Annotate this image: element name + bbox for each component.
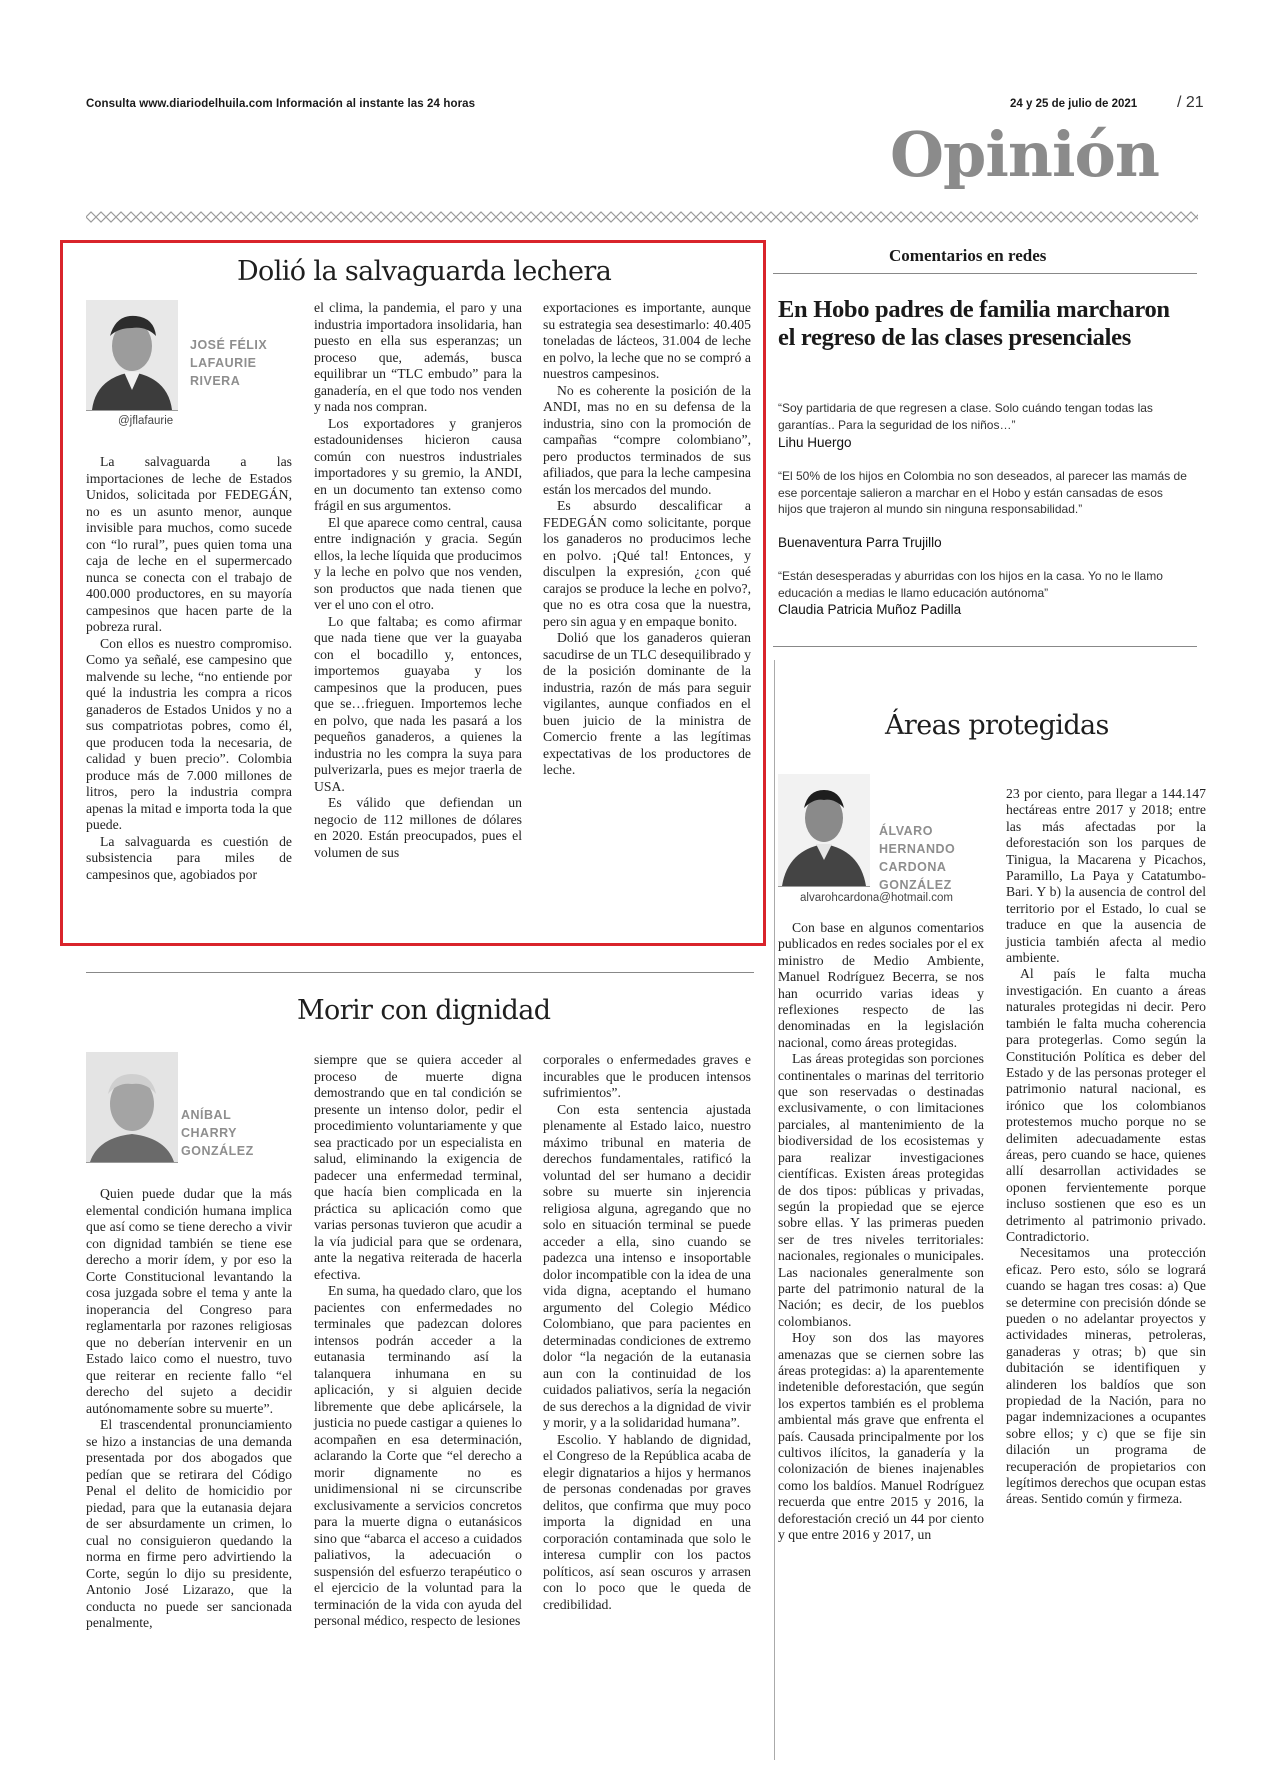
author-email[interactable]: alvarohcardona@hotmail.com: [800, 892, 953, 904]
article-column: La salvaguarda a las importaciones de leche de Estados Unidos, solicitada por FEDEGÁN, no es un asunto menor, aunque invisible para muchos, como sucede con “lo rural”, pues quien toma una caja de leche en el supermercado nunca se conecta con el trabajo de 400.000 productores, en su mayoría campesinos que hacen parte de la pobreza rural. Con ellos es nuestro compromiso. Como ya señalé, ese campesino que malvende su leche, “no entiende por qué la industria les compra a ricos ganaderos de Estados Unidos y no a sus compatriotas pobres, como él, que producen toda la necesaria, de calidad y buen precio”. Colombia produce más de 7.000 millones de litros, pero la industria compra apenas la mitad e importa toda la que puede. La salvaguarda es cuestión de subsistencia para miles de campesinos que, agobiados por: [86, 454, 292, 882]
comments-section-title: Comentarios en redes: [889, 246, 1047, 265]
page-number: / 21: [1177, 94, 1204, 111]
author-photo: [86, 300, 178, 411]
article-title: Áreas protegidas: [885, 710, 1109, 741]
author-byline: ÁLVARO HERNANDO CARDONA GONZÁLEZ: [879, 824, 956, 892]
comments-headline: En Hobo padres de familia marcharon el regreso de las clases presenciales: [778, 296, 1170, 351]
author-photo: [86, 1052, 178, 1163]
decorative-border: [86, 211, 1198, 223]
author-photo: [778, 774, 870, 887]
comment-author: Buenaventura Parra Trujillo: [778, 535, 942, 550]
comment-text: “El 50% de los hijos en Colombia no son deseados, al parecer las mamás de ese porcentaje salieron a marchar en el Hobo y están cansadas de esos hijos que trajeron al mundo sin ninguna responsabilidad.”: [778, 469, 1187, 516]
author-byline: JOSÉ FÉLIX LAFAURIE RIVERA: [190, 338, 268, 388]
issue-date: 24 y 25 de julio de 2021: [1010, 98, 1138, 110]
site-promo: Consulta www.diariodelhuila.com Información al instante las 24 horas: [86, 98, 476, 110]
comment-text: “Están desesperadas y aburridas con los hijos en la casa. Yo no le llamo educación a medias le llamo educación autónoma”: [778, 569, 1163, 600]
article-column: el clima, la pandemia, el paro y una industria importadora insolidaria, han puesto en ella sus esperanzas; un proceso que, además, busca equilibrar un “TLC embudo” para la ganadería, en el que todo nos venden y nada nos compran. Los exportadores y granjeros estadounidenses hicieron causa común con nuestros industriales importadores y su gremio, la ANDI, en un documento tan extenso como frágil en sus argumentos. El que aparece como central, causa entre indignación y gracia. Según ellos, la leche líquida que producimos y la leche en polvo que nos venden, son productos que nada tienen que ver el uno con el otro. Lo que faltaba; es como afirmar que nada tiene que ver la guayaba con el bocadillo y, entonces, importemos guayaba y los campesinos que la producen, pues que se…frieguen. Importemos leche en polvo, que nada les pasará a los pequeños ganaderos, a quienes la industria no les compra la suya para pulverizarla, pues es mejor traerla de USA. Es válido que defiendan un negocio de 112 millones de dólares en 2020. Están preocupados, pues el volumen de sus: [314, 300, 522, 860]
divider: [773, 273, 1197, 274]
article-column: Quien puede dudar que la más elemental condición humana implica que así como se tiene derecho a vivir con dignidad también se tiene ese derecho a morir ídem, y por eso la Corte Constitucional levantando la cosa juzgada sobre el tema y ante la inoperancia del Congreso para reglamentarla por razones religiosas que no deberían intervenir en un Estado laico como el nuestro, tuvo que reiterar en reciente fallo “el derecho del sujeto a decidir autónomamente sobre su muerte”. El trascendental pronunciamiento se hizo a instancias de una demanda presentada por dos abogados que pedían que se retirara del Código Penal el delito de homicidio por piedad, para que la eutanasia dejara de ser absurdamente un crimen, lo cual no consiguieron quedando la norma en firme pero advirtiendo la Corte, según lo dijo su presidente, Antonio José Lizarazo, que la conducta no puede ser sancionada penalmente,: [86, 1186, 292, 1630]
article-column: corporales o enfermedades graves e incurables que le producen intensos sufrimientos”. Con esta sentencia ajustada plenamente al Estado laico, nuestro máximo tribunal en materia de derechos fundamentales, ratificó la voluntad del ser humano a decidir sobre su muerte sin injerencia religiosa alguna, agregando que no solo en situación terminal se puede acceder a ella, sino cuando se padezca una intenso e insoportable dolor incompatible con la idea de una vida digna, aceptando el humano argumento del Colegio Médico Colombiano, que para pacientes en determinadas condiciones de extremo dolor “la negación de la eutanasia aun con la continuidad de los cuidados paliativos, sería la negación de sus derechos a la dignidad de vivir y morir, y a la solidaridad humana”. Escolio. Y hablando de dignidad, el Congreso de la República acaba de elegir dignatarios a hijos y hermanos de personas condenadas por graves delitos, que confirma que muy poco importa la dignidad en una corporación contaminada que solo le interesa cumplir con los pactos políticos, así sean oscuros y arrasen con lo poco que le queda de credibilidad.: [543, 1052, 751, 1612]
author-handle: @jflafaurie: [118, 415, 174, 427]
article-column: 23 por ciento, para llegar a 144.147 hectáreas entre 2017 y 2018; entre las más afectadas por la deforestación son los parques de Tinigua, la Macarena y Picachos, Paramillo, La Paya y Catatumbo-Bari. Y b) la ausencia de control del territorio por el Estado, lo cual se traduce en que la ausencia de justicia también afecta al medio ambiente. Al país le falta mucha investigación. En cuanto a áreas naturales protegidas ni decir. Pero también le falta mucha coherencia para protegerlas. Como según la Constitución Política es deber del Estado y de las personas proteger el patrimonio natural nacional, es irónico que los colombianos protestemos mucho porque no se delimiten adecuadamente estas áreas, pero cuando se hace, quienes allí desarrollan actividades se oponen fervientemente porque incluso sostienen que eso es un detrimento al patrimonio privado. Contradictorio. Necesitamos una protección eficaz. Pero esto, sólo se logrará cuando se hagan tres cosas: a) Que se determine con precisión dónde se pueden o no adelantar proyectos y actividades mineras, petroleras, ganaderas y otras; b) que sin dubitación se identifiquen y alinderen los baldíos que son propiedad de la Nación, para no pagar indemnizaciones a ocupantes sobre ellos; y c) que se fije sin dilación un programa de recuperación de propietarios con legítimos derechos que ocupan estas áreas. Sentido común y firmeza.: [1006, 786, 1206, 1507]
article-column: siempre que se quiera acceder al proceso de muerte digna demostrando que en tal condición se presente un intenso dolor, pedir el procedimiento voluntariamente y que sea practicado por un especialista en salud, eliminando la exigencia de padecer una enfermedad terminal, que hacía bien complicada en la práctica su aplicación como que varias personas tuvieron que acudir a la vía judicial para que se ordenara, ante la negativa reiterada de hacerla efectiva. En suma, ha quedado claro, que los pacientes con enfermedades no terminales que padezcan dolores intensos podrán acceder a la eutanasia terminando así la talanquera inhumana en su aplicación, y si alguien decide libremente que debe aplicársele, la justicia no puede castigar a quienes lo acompañen en esa determinación, aclarando la Corte que “el derecho a morir dignamente no es unidimensional ni se circunscribe exclusivamente a servicios concretos para la muerte digna o eutanásicos sino que “abarca el acceso a cuidados paliativos, la adecuación o suspensión del esfuerzo terapéutico o el ejercicio de la voluntad para la terminación de la vida con ayuda del personal médico, respecto de lesiones: [314, 1052, 522, 1628]
author-byline: ANÍBAL CHARRY GONZÁLEZ: [181, 1108, 254, 1158]
article-title: Morir con dignidad: [297, 995, 551, 1026]
article-column: exportaciones es importante, aunque su estrategia sea desestimarlo: 40.405 toneladas de lácteos, 31.004 de leche en polvo, la leche que no se compró a nuestros campesinos. No es coherente la posición de la ANDI, mas no en su defensa de la industria, sino con la promoción de campañas “compre colombiano”, pero productos terminados de sus afiliados, que para la leche campesina están los mercados del mundo. Es absurdo descalificar a FEDEGÁN como solicitante, porque los ganaderos no producimos leche en polvo. ¡Qué tal! Entonces, y disculpen la expresión, ¿con qué carajos se produce la leche en polvo?, que no es otra cosa que la nuestra, pero sin agua y en empaque bonito. Dolió que los ganaderos quieran sacudirse de un TLC desequilibrado y de la posición dominante de la industria, razón de más para seguir vigilantes, aunque confiados en el buen juicio de la ministra de Comercio frente a las legítimas expectativas de los productores de leche.: [543, 300, 751, 777]
comment-author: Lihu Huergo: [778, 435, 852, 450]
article-title: Dolió la salvaguarda lechera: [237, 256, 612, 287]
divider: [86, 972, 754, 973]
article-column: Con base en algunos comentarios publicados en redes sociales por el ex ministro de Medio Ambiente, Manuel Rodríguez Becerra, se nos han ocurrido varias ideas y reflexiones respecto de las denominadas en la legislación nacional, como áreas protegidas. Las áreas protegidas son porciones continentales o marinas del territorio que son reservadas o destinadas exclusivamente, o con limitaciones parciales, al mantenimiento de la biodiversidad de los ecosistemas y para realizar investigaciones científicas. Existen áreas protegidas de dos tipos: públicas y privadas, según la propiedad que se ejerce sobre ellas. Y las primeras pueden ser de tres niveles territoriales: nacionales, regionales o municipales. Las nacionales generalmente son parte del patrimonio natural de la Nación; es decir, de los pueblos colombianos. Hoy son dos las mayores amenazas que se ciernen sobre las áreas protegidas: a) la aparentemente indetenible deforestación, que según los expertos también es el problema ambiental más grave que enfrenta el país. Causada principalmente por los cultivos ilícitos, la ganadería y la colonización de bienes inajenables como los baldíos. Manuel Rodríguez recuerda que entre 2015 y 2016, la deforestación creció un 44 por ciento y que entre 2016 y 2017, un: [778, 920, 985, 1543]
column-divider: [774, 660, 775, 1760]
section-title: Opinión: [890, 118, 1159, 191]
comment-text: “Soy partidaria de que regresen a clase. Solo cuándo tengan todas las garantías.. Para la seguridad de los niños…”: [778, 401, 1153, 432]
divider: [773, 646, 1197, 647]
comment-author: Claudia Patricia Muñoz Padilla: [778, 602, 962, 617]
